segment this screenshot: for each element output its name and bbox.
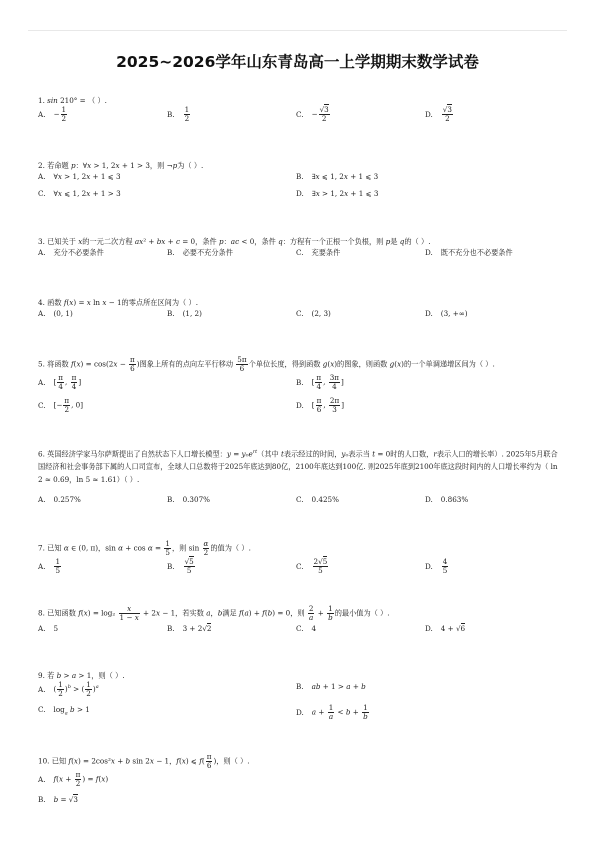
question-stem: 2. 若命题 p：∀x > 1, 2x + 1 > 3，则 ¬p为（ ）. xyxy=(38,161,204,170)
option-b: B. 3 + 2√2 xyxy=(167,624,212,633)
option-letter: D. xyxy=(425,495,433,505)
option-letter: A. xyxy=(38,248,46,257)
option-b: B. b = √3 xyxy=(38,795,78,804)
question-8 xyxy=(38,605,558,640)
option-c xyxy=(296,308,331,319)
option-letter: A. xyxy=(38,309,46,318)
option-d: D. $\frac{4}{5}$ xyxy=(425,557,448,575)
option-text: 0.307% xyxy=(182,495,210,505)
question-5 xyxy=(38,356,558,420)
option-a: A. 5 xyxy=(38,624,59,633)
option-letter: D. xyxy=(425,309,433,318)
option-b: B. ∃x ⩽ 1, 2x + 1 ⩽ 3 xyxy=(296,172,379,181)
option-d: D. [ $\frac{\pi}{6}$ , $\frac{2\pi}{3}$ ] xyxy=(296,396,345,414)
option-text: 充分不必要条件 xyxy=(53,248,104,257)
page-title: 2025~2026学年山东青岛高一上学期期末数学试卷 xyxy=(116,53,479,71)
option-text: 0.863% xyxy=(440,495,469,505)
option-a: A. − $\frac{1}{2}$ xyxy=(38,105,67,123)
option-d: D. ∃x > 1, 2x + 1 ⩽ 3 xyxy=(296,189,379,198)
option-c: C. [− $\frac{\pi}{2}$ , 0] xyxy=(38,396,84,414)
option-a xyxy=(38,494,81,505)
option-letter: B. xyxy=(167,248,175,257)
options-row xyxy=(38,374,558,397)
option-letter: B. xyxy=(167,495,175,505)
question-stem: 4. 函数 f(x) = x ln x − 1的零点所在区间为（ ）. xyxy=(38,298,199,307)
options-row xyxy=(38,623,558,640)
options-row xyxy=(38,247,558,264)
options-row xyxy=(38,681,558,704)
option-b xyxy=(167,247,233,258)
option-c xyxy=(296,247,340,258)
option-c: C. 4 xyxy=(296,624,317,633)
options-row xyxy=(38,397,558,420)
option-d: D. $\frac{√3}{2}$ xyxy=(425,105,452,123)
question-4 xyxy=(38,297,558,325)
option-text: (2, 3) xyxy=(311,309,331,318)
question-6 xyxy=(38,446,558,511)
option-d xyxy=(425,494,468,505)
option-text: 必要不充分条件 xyxy=(182,248,233,257)
option-a xyxy=(38,308,73,319)
question-stem: 5. 将函数 f(x) = cos(2x − $\frac{\pi}{6}$ )图象上所有的点向左平行移动 $\frac{5\pi}{6}$ 个单位长度，得到函数 g(x)的图象，则函数 g(x)的一个单调递增区间为（ ）. xyxy=(38,355,495,373)
question-stem: 6. 英国经济学家马尔萨斯提出了自然状态下人口增长模型：$y = y_0e^{rt}$（其中 t表示经过的时间，y₀表示当 t = 0时的人口数，r表示人口的增长率）. 2025年5月联合国经济和社会事务部下属的人口司宣布，全球人口总数将于2025年底达到80亿，2100年底达到100亿. 则2025年底到2100年底这段时间内的人口增长率约为（ ln 2 ≈ 0.69，ln 5 ≈ 1.61）（ ）. xyxy=(38,449,558,485)
options-row xyxy=(38,771,558,794)
option-letter: A. xyxy=(38,495,46,505)
option-b xyxy=(167,308,202,319)
option-a: A. ( $\frac{1}{2}$ )$^b$ > ( $\frac{1}{2}$ )$^a$ xyxy=(38,680,99,698)
option-a: A. [ $\frac{\pi}{4}$ , $\frac{\pi}{4}$ ] xyxy=(38,373,82,391)
options-row xyxy=(38,106,558,129)
option-text: 既不充分也不必要条件 xyxy=(440,248,513,257)
options-row xyxy=(38,188,558,205)
option-b: B. $\frac{√5}{5}$ xyxy=(167,557,194,575)
question-stem: 3. 已知关于 x的一元二次方程 ax² + bx + c = 0，条件 p：ac < 0，条件 q：方程有一个正根一个负根，则 p是 q的（ ）. xyxy=(38,237,431,246)
question-stem: 10. 已知 f(x) = 2cos²x + b sin 2x − 1，f(x) ⩽ f( $\frac{\pi}{6}$ )，则（ ）. xyxy=(38,752,250,770)
option-letter: C. xyxy=(296,309,304,318)
option-a: A. ∀x > 1, 2x + 1 ⩽ 3 xyxy=(38,172,121,181)
option-a: A. f(x + $\frac{\pi}{2}$ ) = f(x) xyxy=(38,770,109,788)
top-divider xyxy=(28,30,567,31)
option-a xyxy=(38,247,104,258)
option-text: 0.257% xyxy=(53,495,81,505)
option-text: (3, +∞) xyxy=(440,309,468,318)
options-row xyxy=(38,704,558,727)
options-row xyxy=(38,558,558,581)
option-b xyxy=(167,494,210,505)
option-b: B. [ $\frac{\pi}{4}$ , $\frac{3\pi}{4}$ ] xyxy=(296,373,344,391)
question-stem: 9. 若 b > a > 1，则（ ）. xyxy=(38,671,125,680)
question-stem: 8. 已知函数 f(x) = log₂ $\frac{x}{1 - x}$ + 2x − 1，若实数 a，b满足 f(a) + f(b) = 0，则 $\frac{2}{a}$ + $\frac{1}{b}$ 的最小值为（ ）. xyxy=(38,604,390,622)
option-c xyxy=(296,494,339,505)
question-stem: 7. 已知 α ∈ (0, π)，sin α + cos α = $\frac{1}{5}$ ，则 sin $\frac{\alpha}{2}$ 的值为（ ）. xyxy=(38,539,251,557)
question-7 xyxy=(38,540,558,581)
option-a: A. $\frac{1}{5}$ xyxy=(38,557,61,575)
option-c: C. $\log_a b > 1$ xyxy=(38,705,90,717)
option-d xyxy=(425,308,468,319)
question-3 xyxy=(38,236,558,264)
option-text: 充要条件 xyxy=(311,248,341,257)
option-c: C. ∀x ⩽ 1, 2x + 1 > 3 xyxy=(38,189,121,198)
options-row xyxy=(38,171,558,188)
question-9 xyxy=(38,670,558,727)
question-2 xyxy=(38,160,558,205)
option-letter: D. xyxy=(425,248,433,257)
option-b: B. $\frac{1}{2}$ xyxy=(167,105,190,123)
option-b: B. ab + 1 > a + b xyxy=(296,682,366,691)
question-10 xyxy=(38,753,558,811)
option-text: (0, 1) xyxy=(53,309,73,318)
option-d xyxy=(425,247,513,258)
option-text: (1, 2) xyxy=(182,309,202,318)
option-letter: C. xyxy=(296,495,304,505)
option-c: C. − $\frac{√3}{2}$ xyxy=(296,105,329,123)
options-row xyxy=(38,794,558,811)
option-letter: C. xyxy=(296,248,304,257)
option-c: C. $\frac{2√5}{5}$ xyxy=(296,557,328,575)
options-row xyxy=(38,308,558,325)
question-1 xyxy=(38,95,558,129)
option-d: D. 4 + √6 xyxy=(425,624,466,633)
option-d: D. a + $\frac{1}{a}$ < b + $\frac{1}{b}$ xyxy=(296,703,368,721)
option-text: 0.425% xyxy=(311,495,339,505)
question-stem: 1. sin 210° = （ ）. xyxy=(38,96,107,105)
options-row xyxy=(38,494,558,511)
option-letter: B. xyxy=(167,309,175,318)
